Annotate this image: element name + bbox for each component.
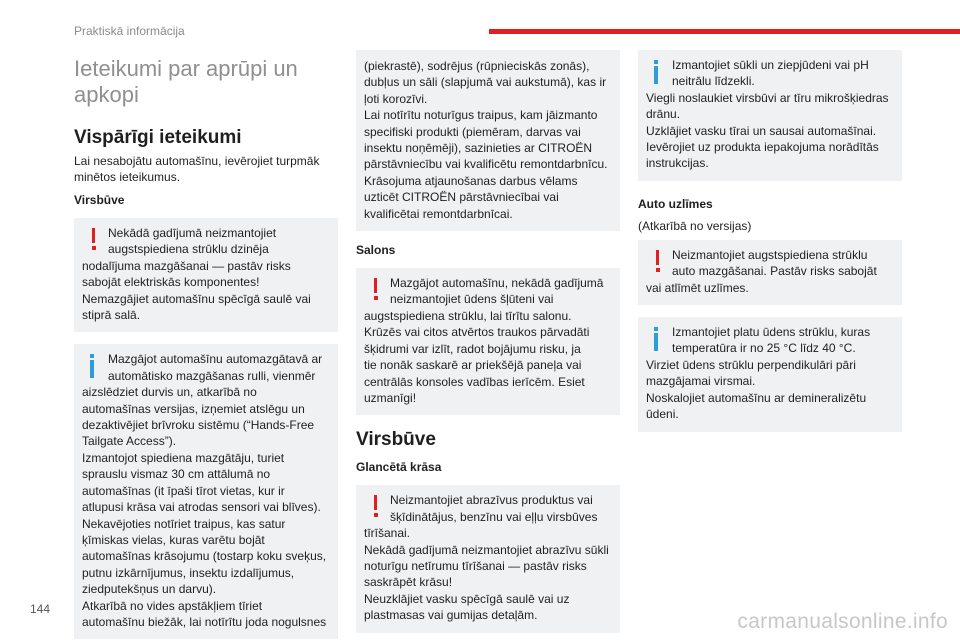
text-line: ķīmiskas vielas, kuras varētu bojāt	[82, 532, 265, 547]
text-line: aizslēdziet durvis un, atkarībā no	[82, 385, 257, 400]
text-line: Lai notīrītu noturīgus traipus, kam jāizmanto	[364, 108, 598, 123]
text-line: tīrīšanai.	[364, 526, 411, 541]
text-line: Neizmantojiet abrazīvus produktus vai	[390, 493, 593, 508]
info-box-continued	[356, 50, 620, 231]
warning-exclamation-icon	[364, 492, 386, 523]
text-line: ziedputekšņus un darvu).	[82, 582, 217, 597]
watermark: carmanualsonline.info	[737, 610, 948, 633]
general-advice-heading: Vispārīgi ieteikumi	[74, 127, 242, 148]
info-box-sponge	[638, 50, 902, 181]
text-line: sprauslu vismaz 30 cm attālumā no	[82, 467, 271, 482]
text-line: drānu.	[646, 107, 681, 122]
text-line: automašīnas (it īpaši tīrot vietas, kur ir	[82, 483, 285, 498]
info-box-water-jet	[638, 317, 902, 431]
text-line: vai atlīmēt uzlīmes.	[646, 280, 749, 295]
text-line: automašīnu biežāk, lai notīrītu joda nogulsnes	[82, 614, 327, 629]
warning-exclamation-icon	[364, 275, 386, 306]
text-line: neizmantojiet ūdens šļūteni vai	[390, 292, 554, 307]
text-line: Ievērojiet uz produkta iepakojuma norādītās	[646, 140, 879, 155]
text-line: instrukcijas.	[646, 156, 709, 171]
info-icon	[646, 324, 668, 355]
text-line: automašīnas versijas, izņemiet atslēgu un	[82, 401, 305, 416]
text-line: Mazgājot automašīnu, nekādā gadījumā	[390, 276, 604, 291]
text-line: plastmasas vai gumijas detaļām.	[364, 608, 538, 623]
page-title: Ieteikumi par aprūpi un apkopi	[74, 56, 298, 107]
text-line: temperatūra ir no 25 °C līdz 40 °C.	[672, 341, 856, 356]
bodywork-subheading: Virsbūve	[74, 193, 125, 207]
text-line: mazgājamai virsmai.	[646, 374, 756, 389]
text-line: Neuzklājiet vasku spēcīgā saulē vai uz	[364, 591, 570, 606]
text-line: Virziet ūdens strūklu perpendikulāri pāri	[646, 357, 856, 372]
text-line: uzmanīgi!	[364, 390, 417, 405]
text-line: atlupusi krāsa vai atrodas sensori vai blīves).	[82, 500, 321, 515]
text-line: centrālās konsoles vadības ierīcēm. Esiet	[364, 374, 585, 389]
text-line: Viegli noslaukiet virsbūvi ar tīru mikrošķiedras	[646, 90, 889, 105]
column-2	[356, 50, 620, 633]
column-1	[74, 50, 338, 639]
text-line: ūdeni.	[646, 407, 679, 422]
text-line: automātisko mazgāšanas rulli, vienmēr	[108, 368, 316, 383]
warning-exclamation-icon	[82, 225, 104, 256]
text-line: Nemazgājiet automašīnu spēcīgā saulē vai	[82, 291, 311, 306]
text-line: stiprā salā.	[82, 308, 141, 323]
bodywork-heading: Virsbūve	[356, 429, 436, 451]
text-line: sabojāt elektriskās komponentes!	[82, 275, 260, 290]
interior-subheading: Salons	[356, 243, 396, 258]
warning-exclamation-icon	[646, 247, 668, 278]
column-3	[638, 50, 902, 432]
text-line: šķīdinātājus, benzīnu vai eļļu virsbūves	[390, 509, 598, 524]
text-line: Tailgate Access”).	[82, 434, 177, 449]
page-number: 144	[30, 602, 51, 616]
stickers-version-note: (Atkarībā no versijas)	[638, 218, 752, 233]
warning-box-stickers	[638, 240, 902, 305]
text-line: Izmantojot spiediena mazgātāju, turiet	[82, 450, 285, 465]
text-line: saskrāpēt krāsu!	[364, 575, 453, 590]
info-icon	[82, 351, 104, 382]
text-line: šķidrumi var izlīt, radot bojājumu risku, ja	[364, 341, 581, 356]
text-line: Atkarībā no vides apstākļiem tīriet	[82, 598, 263, 613]
text-line: auto mazgāšanai. Pastāv risks sabojāt	[672, 264, 877, 279]
warning-box-interior	[356, 268, 620, 415]
text-line: Izmantojiet sūkli un ziepjūdeni vai pH	[672, 58, 869, 72]
text-line: uzticēt CITROËN pārstāvniecībai vai	[364, 190, 559, 205]
warning-box-paint	[356, 485, 620, 632]
header-accent-bar	[489, 29, 960, 34]
text-line: tie nonāk saskarē ar priekšējā paneļa vai	[364, 358, 582, 373]
info-icon	[646, 57, 668, 88]
text-line: Nekādā gadījumā neizmantojiet	[108, 226, 277, 240]
text-line: dubļus un sāli (slapjumā vai aukstumā), kas ir	[364, 75, 607, 90]
text-line: Mazgājot automašīnu automazgātavā ar	[108, 352, 323, 367]
section-header: Praktiskā informācija	[74, 24, 185, 38]
text-line: Krūzēs vai citos atvērtos traukos pārvadāti	[364, 325, 590, 340]
text-line: neitrālu līdzekli.	[672, 74, 755, 89]
info-box-car-wash	[74, 344, 338, 639]
warning-box-engine-wash	[74, 218, 338, 332]
text-line: Krāsojuma atjaunošanas darbus vēlams	[364, 173, 578, 188]
text-line: Nekavējoties notīriet traipus, kas satur	[82, 516, 286, 531]
text-line: dezaktivējiet brīvroku sistēmu (“Hands-Free	[82, 418, 315, 433]
text-line: putnu izkārnījumus, insektu izdalījumus,	[82, 565, 295, 580]
general-intro: Lai nesabojātu automašīnu, ievērojiet turpmāk minētos ieteikumus.	[74, 154, 320, 184]
text-line: (piekrastē), sodrējus (rūpnieciskās zonās),	[364, 59, 590, 73]
text-line: automašīnas krāsojumu (tostarp koku sveķus,	[82, 549, 327, 564]
text-line: pārstāvniecību vai kvalificētu remontdarbnīcu.	[364, 157, 608, 172]
text-line: Uzklājiet vasku tīrai un sausai automašīnai.	[646, 123, 877, 138]
text-line: Neizmantojiet augstspiediena strūklu	[672, 247, 868, 262]
gloss-paint-subheading: Glancētā krāsa	[356, 460, 442, 475]
text-line: Noskalojiet automašīnu ar demineralizētu	[646, 390, 867, 405]
text-line: noturīgu netīrumu tīrīšanai — pastāv risks	[364, 558, 587, 573]
text-line: kvalificētai remontdarbnīcai.	[364, 206, 513, 221]
stickers-subheading: Auto uzlīmes	[638, 196, 713, 211]
text-line: specifiski produkti (piemēram, darvas vai	[364, 124, 581, 139]
text-line: ļoti korozīvi.	[364, 91, 428, 106]
text-line: nodalījuma mazgāšanai — pastāv risks	[82, 258, 291, 273]
text-line: Nekādā gadījumā neizmantojiet abrazīvu sūkli	[364, 542, 609, 557]
text-line: augstspiediena strūklu, lai tīrītu salonu.	[364, 308, 572, 323]
text-line: augstspiediena strūklu dzinēja	[108, 242, 269, 257]
text-line: Izmantojiet platu ūdens strūklu, kuras	[672, 325, 871, 340]
text-line: insektu noņēmēji), sazinieties ar CITROËN	[364, 141, 593, 156]
